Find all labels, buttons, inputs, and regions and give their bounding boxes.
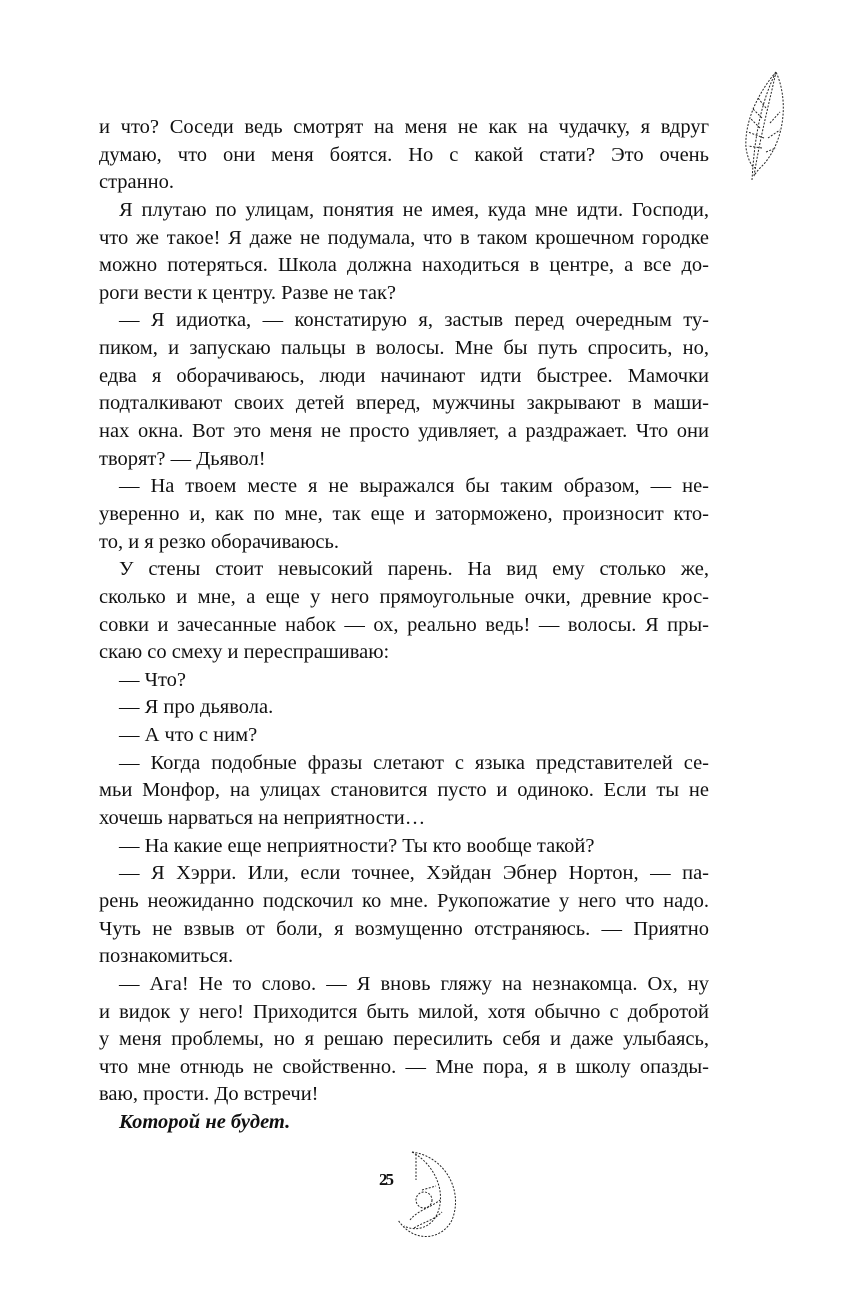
paragraph — [99, 694, 709, 722]
text-line: пиком, и запускаю пальцы в волосы. Мне бы путь спросить, но, — [99, 337, 709, 360]
text-line: рень неожиданно подскочил ко мне. Рукопожатие у него что надо. — [99, 889, 709, 912]
text-line: подталкивают своих детей вперед, мужчины закрывают в маши- — [99, 392, 709, 415]
text-line: — Ага! Не то слово. — Я вновь гляжу на незнакомца. Ох, ну — [119, 972, 709, 995]
text-line: Чуть не взвыв от боли, я возмущенно отстраняюсь. — Приятно — [99, 917, 709, 940]
paragraph — [99, 1109, 709, 1137]
text-line: уверенно и, как по мне, так еще и заторможено, произносит кто- — [99, 502, 709, 525]
text-line: творят? — Дьявол! — [99, 447, 266, 470]
feather-icon — [730, 68, 792, 183]
text-line: — Я про дьявола. — [119, 696, 274, 719]
text-line: нах окна. Вот это меня не просто удивляет, а раздражает. Что они — [99, 420, 709, 443]
text-line: У стены стоит невысокий парень. На вид ему столько же, — [119, 558, 709, 581]
paragraph — [99, 833, 709, 861]
text-line: совки и зачесанные набок — ох, реально ведь! — волосы. Я пры- — [99, 613, 709, 636]
text-line: Я плутаю по улицам, понятия не имея, куда мне идти. Господи, — [119, 198, 709, 221]
text-line: ваю, прости. До встречи! — [99, 1083, 319, 1106]
paragraph — [99, 473, 709, 556]
text-line: у меня проблемы, но я решаю пересилить себя и даже улыбаясь, — [99, 1028, 709, 1051]
text-line: роги вести к центру. Разве не так? — [99, 281, 397, 304]
paragraph — [99, 722, 709, 750]
text-line: и что? Соседи ведь смотрят на меня не как на чудачку, я вдруг — [99, 116, 709, 138]
text-line: мьи Монфор, на улицах становится пусто и одиноко. Если ты не — [99, 779, 709, 802]
text-line: — Когда подобные фразы слетают с языка представителей се- — [119, 751, 709, 774]
text-line: познакомиться. — [99, 945, 234, 968]
text-line: — На какие еще неприятности? Ты кто вообще такой? — [119, 834, 595, 857]
paragraph — [99, 667, 709, 695]
text-line: — А что с ним? — [119, 724, 258, 747]
text-line: — Я Хэрри. Или, если точнее, Хэйдан Эбнер Нортон, — па- — [119, 862, 709, 885]
book-page-text — [99, 114, 709, 1137]
text-line: то, и я резко оборачиваюсь. — [99, 530, 339, 553]
paragraph — [99, 860, 709, 971]
paragraph — [99, 114, 709, 197]
text-line: скаю со смеху и переспрашиваю: — [99, 641, 390, 664]
paragraph — [99, 197, 709, 308]
text-line: хочешь нарваться на неприятности… — [99, 807, 426, 830]
text-line: думаю, что они меня боятся. Но с какой стати? Это очень — [99, 143, 709, 166]
text-line: — Я идиотка, — констатирую я, застыв перед очередным ту- — [119, 309, 709, 332]
text-line: странно. — [99, 171, 174, 194]
text-line: что же такое! Я даже не подумала, что в таком крошечном городке — [99, 226, 709, 249]
text-line: и видок у него! Приходится быть милой, хотя обычно с добротой — [99, 1000, 709, 1023]
page-number: 25 — [379, 1170, 392, 1189]
paragraph — [99, 971, 709, 1109]
text-line: Которой не будет. — [119, 1111, 291, 1134]
text-line: что мне отнюдь не свойственно. — Мне пора, я в школу опазды- — [99, 1055, 709, 1078]
text-line: сколько и мне, а еще у него прямоугольные очки, древние крос- — [99, 585, 709, 608]
text-line: можно потеряться. Школа должна находиться в центре, а все до- — [99, 254, 709, 277]
paragraph — [99, 556, 709, 667]
text-line: — На твоем месте я не выражался бы таким образом, — не- — [119, 475, 709, 498]
paragraph — [99, 307, 709, 473]
text-line: едва я оборачиваюсь, люди начинают идти быстрее. Мамочки — [99, 364, 709, 387]
paragraph — [99, 750, 709, 833]
text-line: — Что? — [119, 668, 186, 691]
moon-icon — [394, 1150, 464, 1242]
